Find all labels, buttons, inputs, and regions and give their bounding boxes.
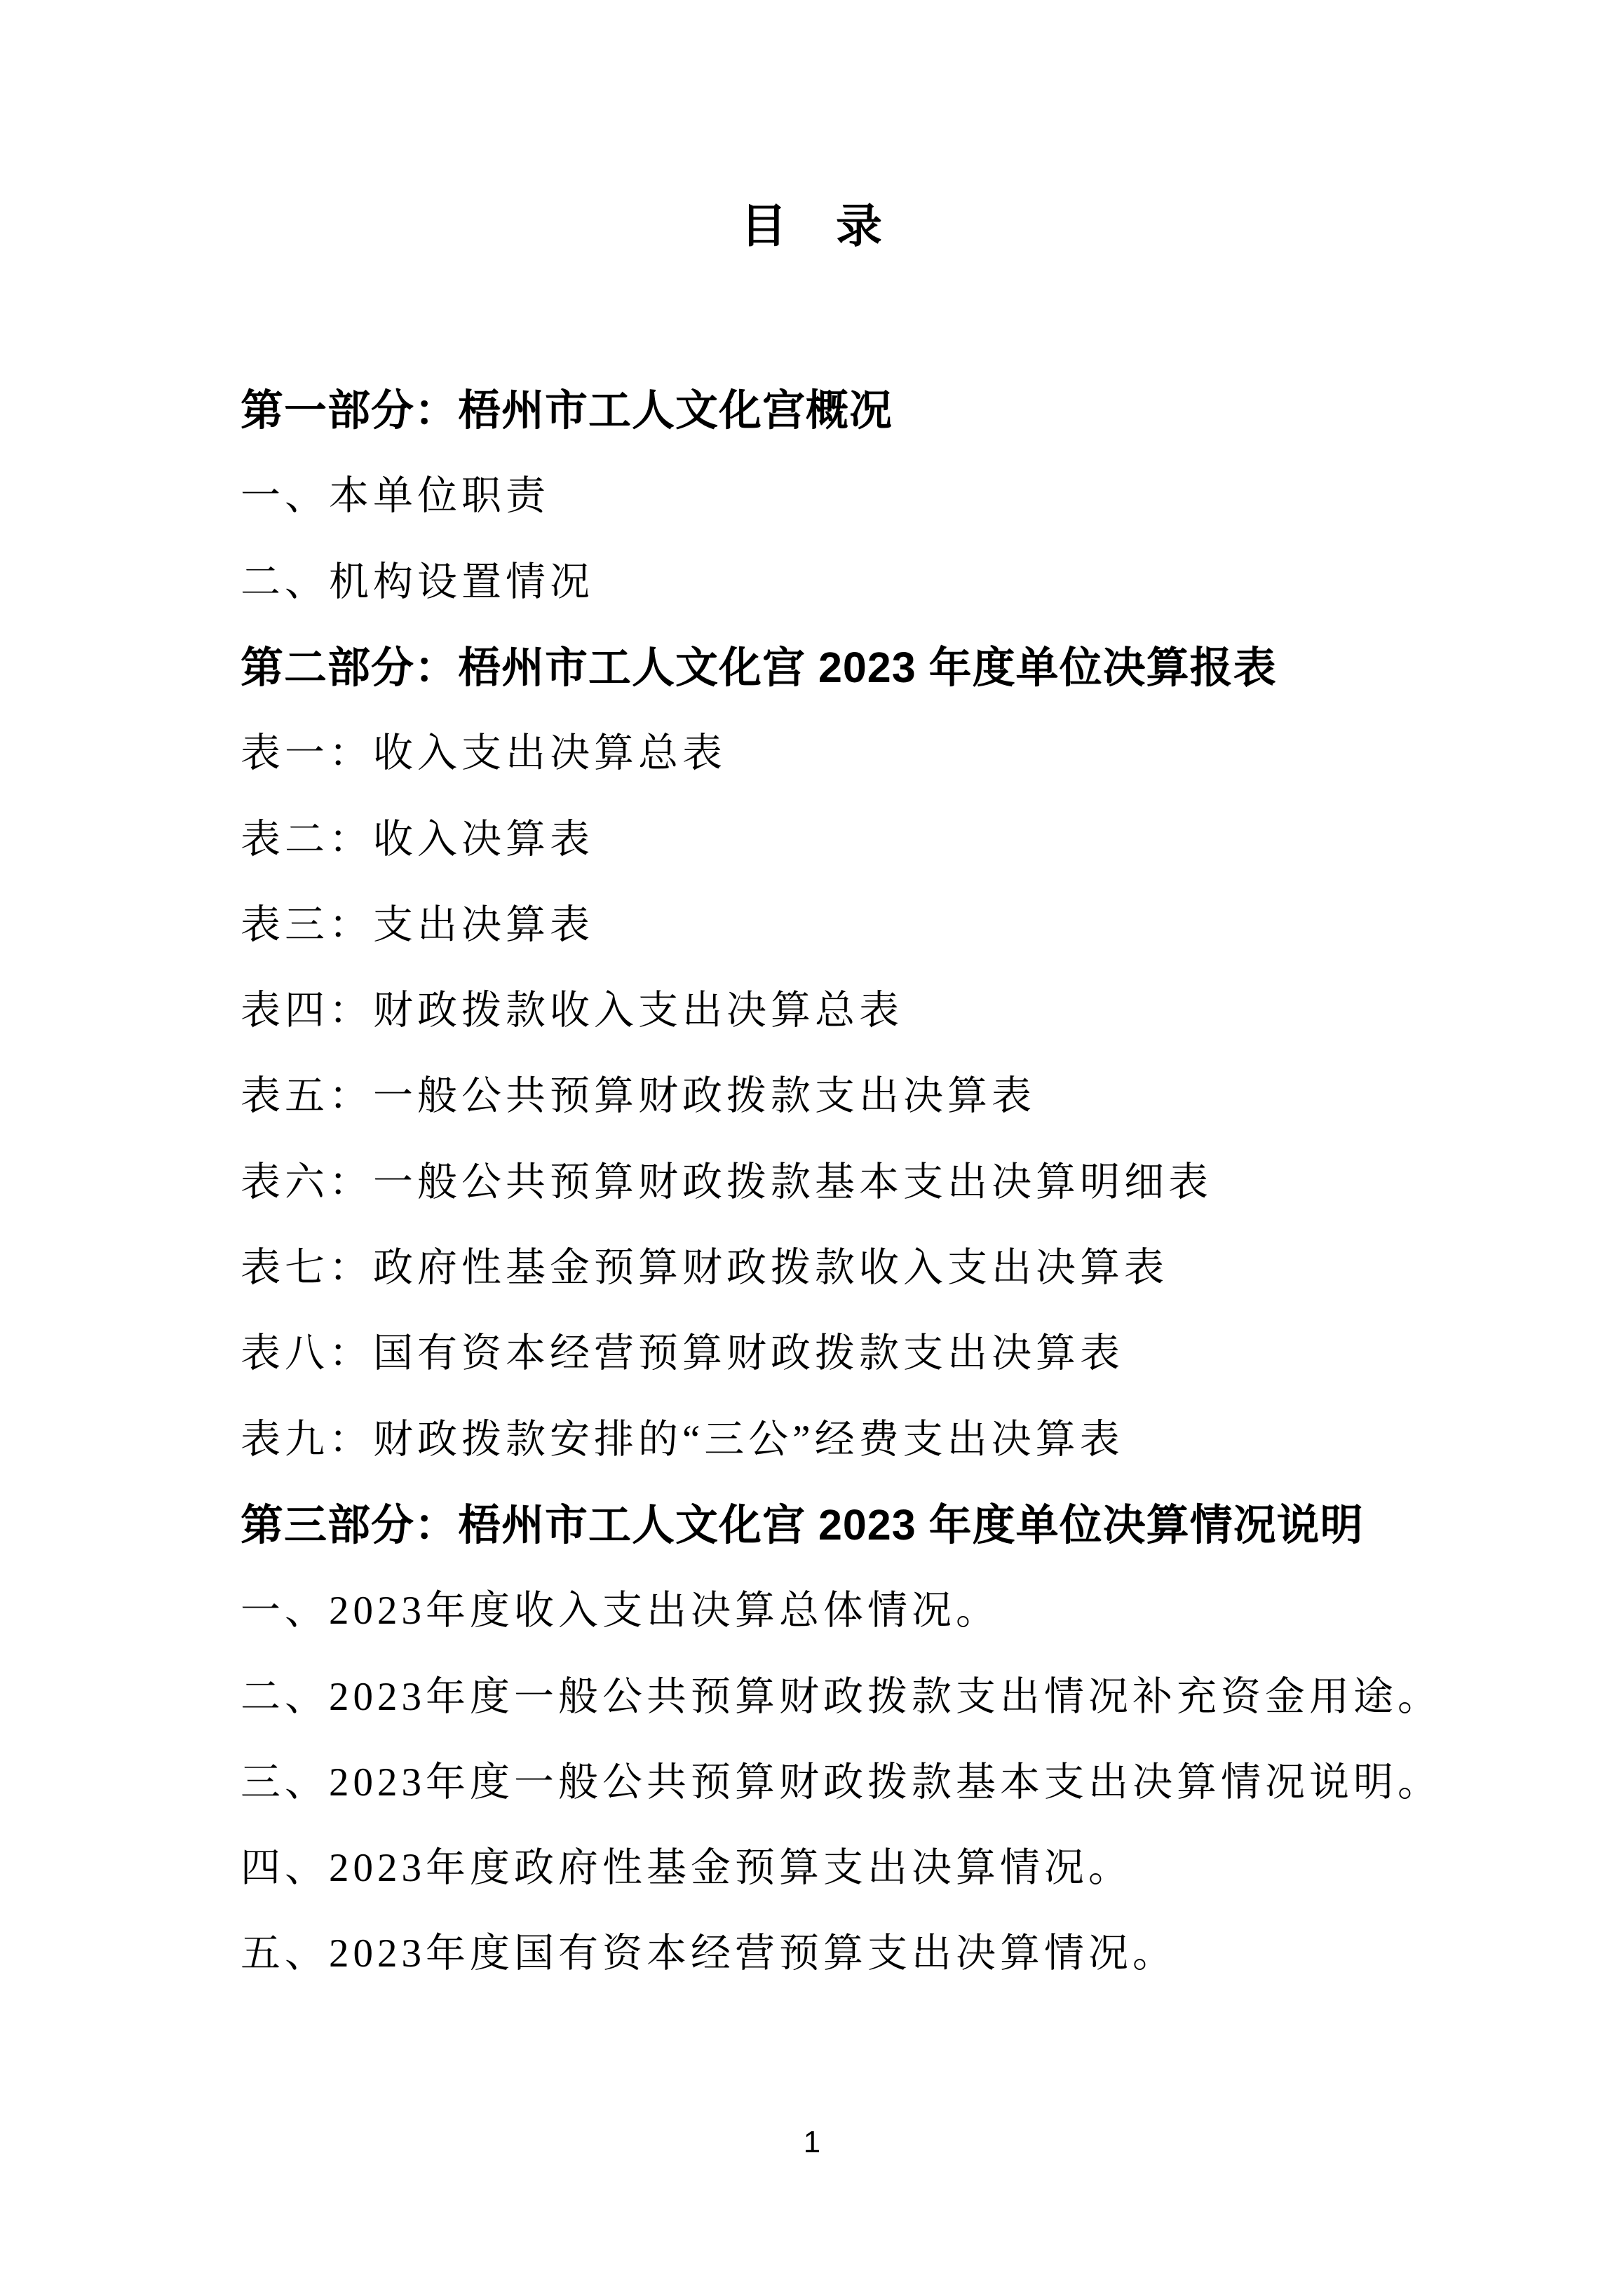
- toc-entry: 一、2023年度收入支出决算总体情况。: [241, 1589, 1000, 1633]
- toc-entry: 表九：财政拨款安排的“三公”经费支出决算表: [241, 1417, 1124, 1462]
- toc-entry: 表六：一般公共预算财政拨款基本支出决算明细表: [241, 1160, 1212, 1204]
- toc-section-heading: 第一部分：梧州市工人文化宫概况: [241, 386, 893, 434]
- toc-entry: 二、2023年度一般公共预算财政拨款支出情况补充资金用途。: [241, 1674, 1442, 1719]
- toc-entry: 五、2023年度国有资本经营预算支出决算情况。: [241, 1931, 1177, 1976]
- toc-entry: 二、机构设置情况: [241, 559, 594, 604]
- toc-entry: 表五：一般公共预算财政拨款支出决算表: [241, 1074, 1036, 1119]
- toc-entry: 表二：收入决算表: [241, 817, 594, 862]
- toc-entry: 表八：国有资本经营预算财政拨款支出决算表: [241, 1331, 1124, 1376]
- page-title: 目 录: [740, 200, 884, 252]
- toc-entry: 表七：政府性基金预算财政拨款收入支出决算表: [241, 1246, 1168, 1290]
- toc-entry: 表三：支出决算表: [241, 902, 594, 947]
- page-number: 1: [803, 2125, 821, 2159]
- toc-section-heading: 第三部分：梧州市工人文化宫 2023 年度单位决算情况说明: [241, 1500, 1364, 1549]
- toc-entry: 三、2023年度一般公共预算财政拨款基本支出决算情况说明。: [241, 1760, 1442, 1805]
- toc-entry: 表四：财政拨款收入支出决算总表: [241, 989, 903, 1033]
- toc-entry: 一、本单位职责: [241, 474, 550, 519]
- toc-entry: 四、2023年度政府性基金预算支出决算情况。: [241, 1846, 1132, 1891]
- toc-entry: 表一：收入支出决算总表: [241, 731, 726, 776]
- toc-section-heading: 第二部分：梧州市工人文化宫 2023 年度单位决算报表: [241, 643, 1277, 691]
